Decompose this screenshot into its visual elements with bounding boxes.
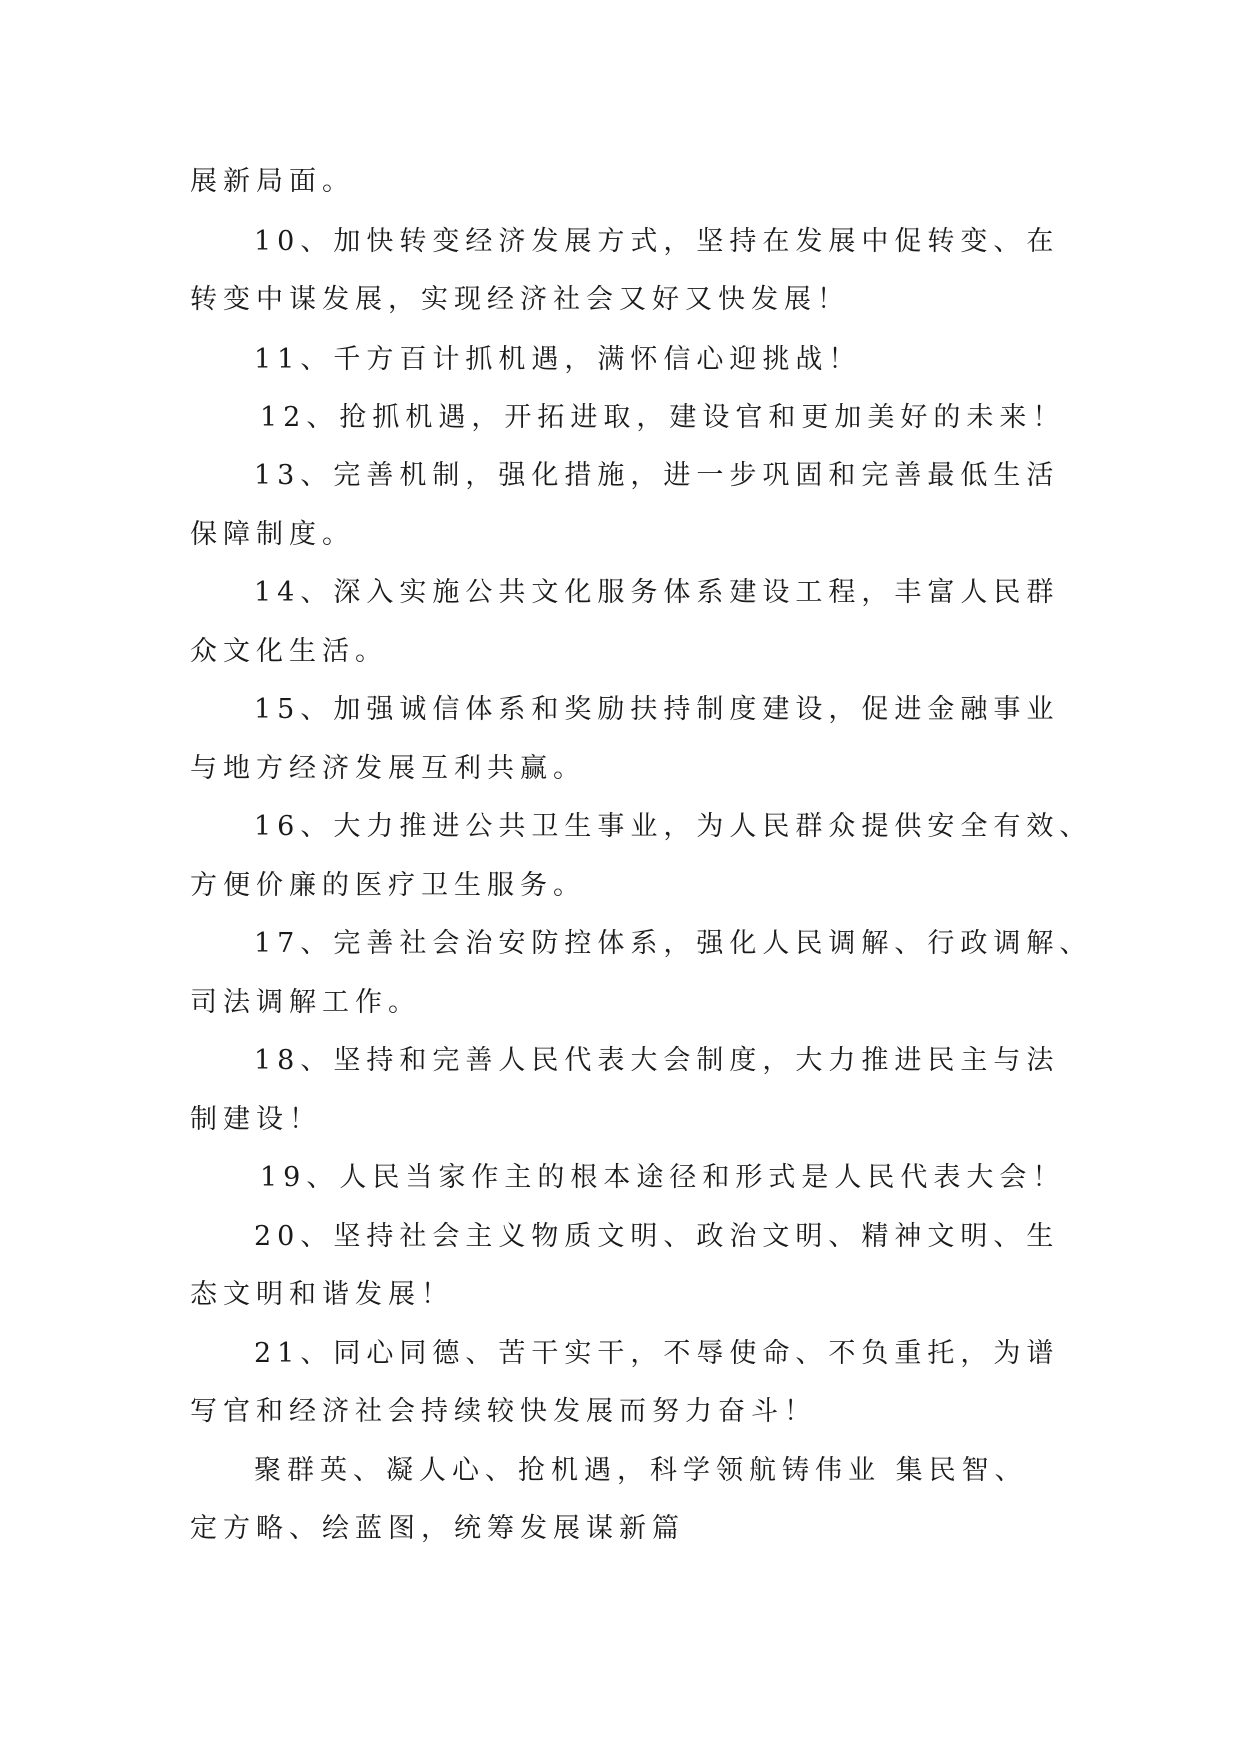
text-line: 众文化生活。 <box>190 636 388 667</box>
text-line: 17、完善社会治安防控体系，强化人民调解、行政调解、 <box>254 928 1093 959</box>
text-line: 19、人民当家作主的根本途径和形式是人民代表大会！ <box>260 1162 1066 1193</box>
text-line: 写官和经济社会持续较快发展而努力奋斗！ <box>190 1396 817 1427</box>
text-line: 21、同心同德、苦干实干，不辱使命、不负重托，为谱 <box>254 1338 1060 1369</box>
text-line: 保障制度。 <box>190 519 355 550</box>
text-line: 15、加强诚信体系和奖励扶持制度建设，促进金融事业 <box>254 694 1060 725</box>
text-line: 与地方经济发展互利共赢。 <box>190 753 586 784</box>
text-line: 16、大力推进公共卫生事业，为人民群众提供安全有效、 <box>254 811 1093 842</box>
text-line: 聚群英、凝人心、抢机遇，科学领航铸伟业 集民智、 <box>254 1455 1028 1486</box>
text-line: 10、加快转变经济发展方式，坚持在发展中促转变、在 <box>254 226 1060 257</box>
text-line: 态文明和谐发展！ <box>190 1279 454 1310</box>
text-line: 司法调解工作。 <box>190 987 421 1018</box>
text-line: 14、深入实施公共文化服务体系建设工程，丰富人民群 <box>254 577 1060 608</box>
text-line: 20、坚持社会主义物质文明、政治文明、精神文明、生 <box>254 1221 1060 1252</box>
text-line: 11、千方百计抓机遇，满怀信心迎挑战！ <box>254 344 862 375</box>
text-line: 方便价廉的医疗卫生服务。 <box>190 870 586 901</box>
text-line: 13、完善机制，强化措施，进一步巩固和完善最低生活 <box>254 460 1060 491</box>
text-line: 12、抢抓机遇，开拓进取，建设官和更加美好的未来！ <box>260 402 1066 433</box>
text-line: 转变中谋发展，实现经济社会又好又快发展！ <box>190 284 850 315</box>
text-line: 展新局面。 <box>190 166 355 197</box>
text-line: 制建设！ <box>190 1104 322 1135</box>
text-line: 定方略、绘蓝图，统筹发展谋新篇 <box>190 1513 685 1544</box>
text-line: 18、坚持和完善人民代表大会制度，大力推进民主与法 <box>254 1045 1060 1076</box>
